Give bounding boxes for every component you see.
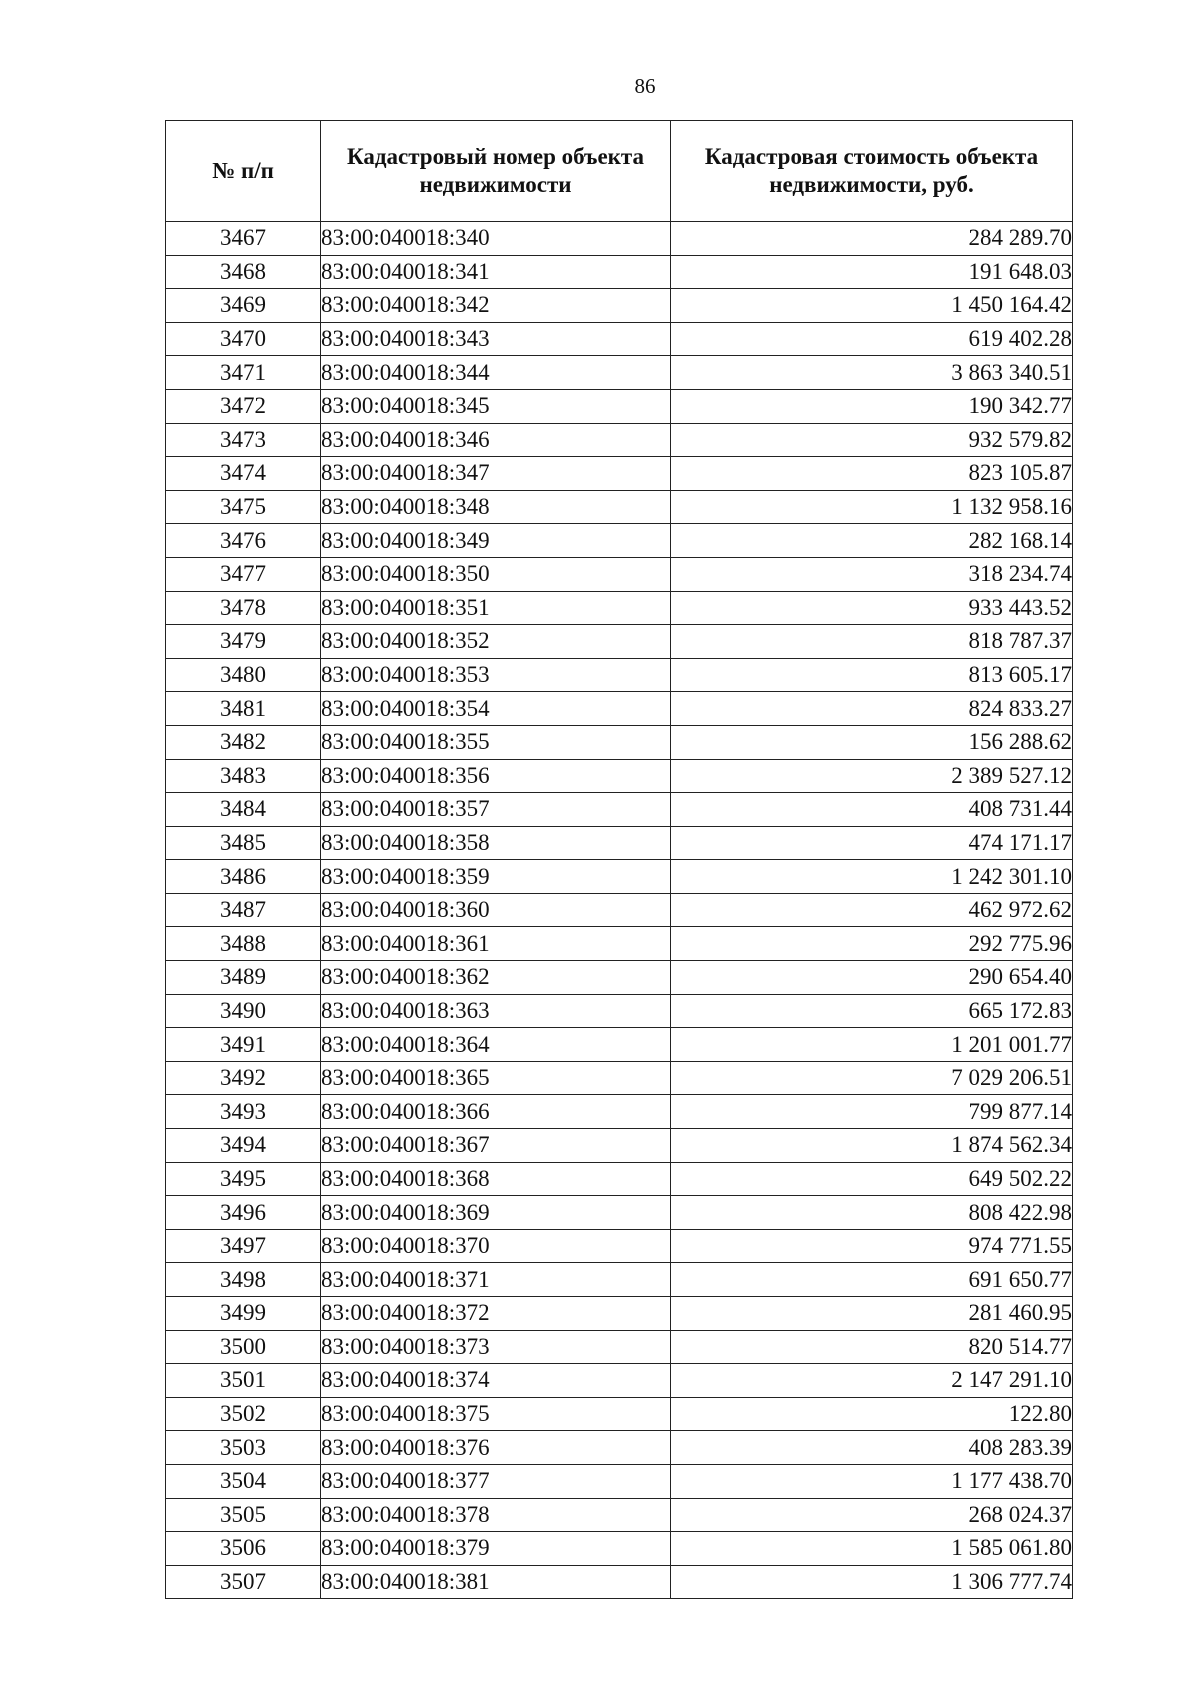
table-row	[166, 356, 1073, 390]
table-row	[166, 961, 1073, 995]
cadastral-number-cell: 83:00:040018:367	[321, 1129, 671, 1163]
cadastral-number-cell: 83:00:040018:361	[321, 927, 671, 961]
cadastral-number-cell: 83:00:040018:370	[321, 1229, 671, 1263]
row-number-cell: 3480	[166, 658, 321, 692]
cadastral-value-cell: 318 234.74	[671, 557, 1073, 591]
cadastral-number-cell: 83:00:040018:342	[321, 289, 671, 323]
row-number-cell: 3469	[166, 289, 321, 323]
cadastral-number-cell: 83:00:040018:368	[321, 1162, 671, 1196]
cadastral-number-cell: 83:00:040018:376	[321, 1431, 671, 1465]
cadastral-value-cell: 933 443.52	[671, 591, 1073, 625]
table-row	[166, 1297, 1073, 1331]
cadastral-number-cell: 83:00:040018:349	[321, 524, 671, 558]
cadastral-number-cell: 83:00:040018:371	[321, 1263, 671, 1297]
cadastral-number-cell: 83:00:040018:362	[321, 961, 671, 995]
cadastral-value-cell: 823 105.87	[671, 457, 1073, 491]
row-number-cell: 3484	[166, 793, 321, 827]
cadastral-number-cell: 83:00:040018:378	[321, 1498, 671, 1532]
table-row	[166, 1532, 1073, 1566]
table-row	[166, 893, 1073, 927]
cadastral-value-cell: 691 650.77	[671, 1263, 1073, 1297]
header-cadastral-number: Кадастровый номер объекта недвижимости	[321, 121, 671, 222]
table-row	[166, 289, 1073, 323]
cadastral-value-cell: 191 648.03	[671, 255, 1073, 289]
cadastral-number-cell: 83:00:040018:359	[321, 860, 671, 894]
cadastral-number-cell: 83:00:040018:340	[321, 222, 671, 256]
cadastral-number-cell: 83:00:040018:358	[321, 826, 671, 860]
row-number-cell: 3478	[166, 591, 321, 625]
row-number-cell: 3489	[166, 961, 321, 995]
table-row	[166, 524, 1073, 558]
row-number-cell: 3488	[166, 927, 321, 961]
table-row	[166, 1095, 1073, 1129]
row-number-cell: 3502	[166, 1397, 321, 1431]
row-number-cell: 3490	[166, 994, 321, 1028]
row-number-cell: 3475	[166, 490, 321, 524]
cadastral-value-cell: 290 654.40	[671, 961, 1073, 995]
cadastral-value-cell: 408 283.39	[671, 1431, 1073, 1465]
cadastral-value-cell: 808 422.98	[671, 1196, 1073, 1230]
row-number-cell: 3498	[166, 1263, 321, 1297]
cadastral-value-cell: 281 460.95	[671, 1297, 1073, 1331]
cadastral-number-cell: 83:00:040018:357	[321, 793, 671, 827]
row-number-cell: 3481	[166, 692, 321, 726]
cadastral-value-cell: 268 024.37	[671, 1498, 1073, 1532]
table-row	[166, 1397, 1073, 1431]
cadastral-value-cell: 3 863 340.51	[671, 356, 1073, 390]
row-number-cell: 3505	[166, 1498, 321, 1532]
cadastral-number-cell: 83:00:040018:352	[321, 625, 671, 659]
row-number-cell: 3496	[166, 1196, 321, 1230]
row-number-cell: 3501	[166, 1364, 321, 1398]
cadastral-value-cell: 1 874 562.34	[671, 1129, 1073, 1163]
cadastral-value-cell: 2 147 291.10	[671, 1364, 1073, 1398]
row-number-cell: 3495	[166, 1162, 321, 1196]
cadastral-value-cell: 1 450 164.42	[671, 289, 1073, 323]
row-number-cell: 3485	[166, 826, 321, 860]
cadastral-number-cell: 83:00:040018:375	[321, 1397, 671, 1431]
cadastral-number-cell: 83:00:040018:372	[321, 1297, 671, 1331]
row-number-cell: 3486	[166, 860, 321, 894]
table-body	[166, 222, 1073, 1599]
table-row	[166, 457, 1073, 491]
table-row	[166, 1196, 1073, 1230]
row-number-cell: 3476	[166, 524, 321, 558]
row-number-cell: 3477	[166, 557, 321, 591]
table-row	[166, 1431, 1073, 1465]
row-number-cell: 3504	[166, 1464, 321, 1498]
cadastral-number-cell: 83:00:040018:348	[321, 490, 671, 524]
cadastral-value-cell: 284 289.70	[671, 222, 1073, 256]
row-number-cell: 3493	[166, 1095, 321, 1129]
cadastral-value-table	[165, 120, 1073, 1599]
table-row	[166, 1129, 1073, 1163]
cadastral-value-cell: 649 502.22	[671, 1162, 1073, 1196]
cadastral-number-cell: 83:00:040018:353	[321, 658, 671, 692]
table-row	[166, 826, 1073, 860]
cadastral-number-cell: 83:00:040018:356	[321, 759, 671, 793]
row-number-cell: 3499	[166, 1297, 321, 1331]
table-row	[166, 860, 1073, 894]
cadastral-number-cell: 83:00:040018:347	[321, 457, 671, 491]
cadastral-value-cell: 799 877.14	[671, 1095, 1073, 1129]
row-number-cell: 3503	[166, 1431, 321, 1465]
row-number-cell: 3472	[166, 389, 321, 423]
table-row	[166, 994, 1073, 1028]
table-row	[166, 1498, 1073, 1532]
table-row	[166, 255, 1073, 289]
cadastral-number-cell: 83:00:040018:350	[321, 557, 671, 591]
cadastral-value-cell: 1 132 958.16	[671, 490, 1073, 524]
table-row	[166, 1263, 1073, 1297]
cadastral-value-cell: 1 585 061.80	[671, 1532, 1073, 1566]
row-number-cell: 3497	[166, 1229, 321, 1263]
cadastral-number-cell: 83:00:040018:346	[321, 423, 671, 457]
row-number-cell: 3467	[166, 222, 321, 256]
cadastral-number-cell: 83:00:040018:351	[321, 591, 671, 625]
row-number-cell: 3471	[166, 356, 321, 390]
table-row	[166, 557, 1073, 591]
cadastral-number-cell: 83:00:040018:369	[321, 1196, 671, 1230]
cadastral-value-cell: 974 771.55	[671, 1229, 1073, 1263]
table-row	[166, 1464, 1073, 1498]
cadastral-value-cell: 1 242 301.10	[671, 860, 1073, 894]
row-number-cell: 3473	[166, 423, 321, 457]
row-number-cell: 3468	[166, 255, 321, 289]
table-row	[166, 1330, 1073, 1364]
cadastral-value-cell: 619 402.28	[671, 322, 1073, 356]
cadastral-number-cell: 83:00:040018:345	[321, 389, 671, 423]
header-cadastral-value: Кадастровая стоимость объекта недвижимости, руб.	[671, 121, 1073, 222]
row-number-cell: 3500	[166, 1330, 321, 1364]
table-row	[166, 725, 1073, 759]
cadastral-value-cell: 1 201 001.77	[671, 1028, 1073, 1062]
cadastral-value-cell: 282 168.14	[671, 524, 1073, 558]
cadastral-number-cell: 83:00:040018:366	[321, 1095, 671, 1129]
cadastral-number-cell: 83:00:040018:344	[321, 356, 671, 390]
cadastral-number-cell: 83:00:040018:374	[321, 1364, 671, 1398]
header-row-number: № п/п	[166, 121, 321, 222]
row-number-cell: 3492	[166, 1061, 321, 1095]
table-row	[166, 490, 1073, 524]
row-number-cell: 3507	[166, 1565, 321, 1599]
table-row	[166, 1565, 1073, 1599]
cadastral-number-cell: 83:00:040018:377	[321, 1464, 671, 1498]
cadastral-number-cell: 83:00:040018:343	[321, 322, 671, 356]
cadastral-value-cell: 462 972.62	[671, 893, 1073, 927]
cadastral-number-cell: 83:00:040018:341	[321, 255, 671, 289]
cadastral-value-cell: 190 342.77	[671, 389, 1073, 423]
table-row	[166, 1364, 1073, 1398]
cadastral-value-cell: 1 177 438.70	[671, 1464, 1073, 1498]
cadastral-number-cell: 83:00:040018:360	[321, 893, 671, 927]
cadastral-value-cell: 932 579.82	[671, 423, 1073, 457]
cadastral-value-cell: 1 306 777.74	[671, 1565, 1073, 1599]
table-row	[166, 1162, 1073, 1196]
table-row	[166, 793, 1073, 827]
cadastral-number-cell: 83:00:040018:355	[321, 725, 671, 759]
cadastral-value-cell: 122.80	[671, 1397, 1073, 1431]
table-row	[166, 222, 1073, 256]
cadastral-value-cell: 408 731.44	[671, 793, 1073, 827]
row-number-cell: 3470	[166, 322, 321, 356]
cadastral-value-cell: 292 775.96	[671, 927, 1073, 961]
cadastral-number-cell: 83:00:040018:379	[321, 1532, 671, 1566]
cadastral-number-cell: 83:00:040018:381	[321, 1565, 671, 1599]
table-row	[166, 625, 1073, 659]
cadastral-value-cell: 820 514.77	[671, 1330, 1073, 1364]
cadastral-number-cell: 83:00:040018:365	[321, 1061, 671, 1095]
cadastral-value-cell: 156 288.62	[671, 725, 1073, 759]
table-row	[166, 1061, 1073, 1095]
row-number-cell: 3474	[166, 457, 321, 491]
cadastral-number-cell: 83:00:040018:373	[321, 1330, 671, 1364]
table-header-row	[166, 121, 1073, 222]
table-row	[166, 389, 1073, 423]
table-row	[166, 423, 1073, 457]
cadastral-value-cell: 7 029 206.51	[671, 1061, 1073, 1095]
cadastral-value-cell: 474 171.17	[671, 826, 1073, 860]
cadastral-value-cell: 2 389 527.12	[671, 759, 1073, 793]
cadastral-value-cell: 818 787.37	[671, 625, 1073, 659]
table-row	[166, 1229, 1073, 1263]
table-row	[166, 658, 1073, 692]
cadastral-value-cell: 665 172.83	[671, 994, 1073, 1028]
row-number-cell: 3479	[166, 625, 321, 659]
page-number: 86	[634, 74, 656, 98]
table-row	[166, 591, 1073, 625]
row-number-cell: 3494	[166, 1129, 321, 1163]
row-number-cell: 3482	[166, 725, 321, 759]
cadastral-number-cell: 83:00:040018:364	[321, 1028, 671, 1062]
row-number-cell: 3506	[166, 1532, 321, 1566]
table-row	[166, 692, 1073, 726]
row-number-cell: 3487	[166, 893, 321, 927]
row-number-cell: 3491	[166, 1028, 321, 1062]
cadastral-number-cell: 83:00:040018:363	[321, 994, 671, 1028]
table-row	[166, 1028, 1073, 1062]
row-number-cell: 3483	[166, 759, 321, 793]
table-row	[166, 927, 1073, 961]
cadastral-value-cell: 813 605.17	[671, 658, 1073, 692]
table-row	[166, 759, 1073, 793]
table-row	[166, 322, 1073, 356]
cadastral-value-cell: 824 833.27	[671, 692, 1073, 726]
cadastral-number-cell: 83:00:040018:354	[321, 692, 671, 726]
